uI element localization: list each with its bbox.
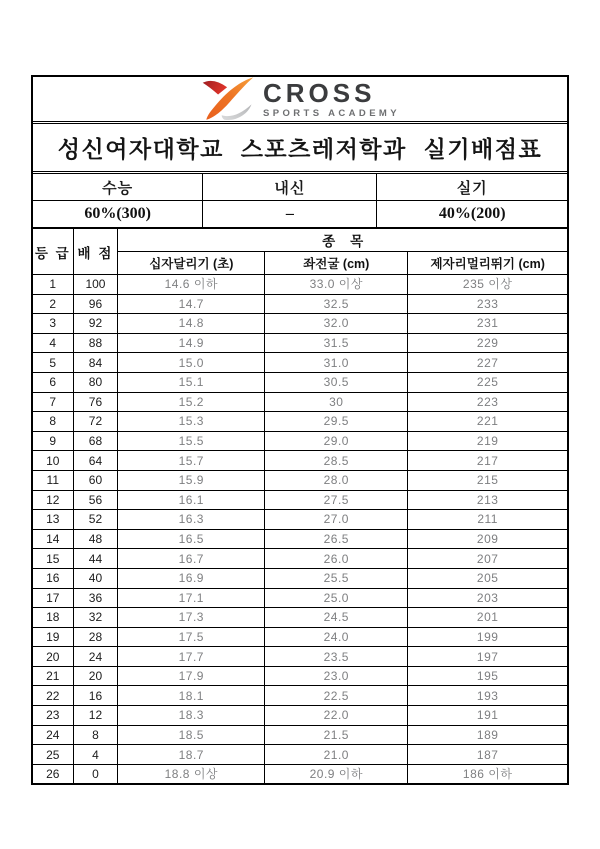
table-row [33,666,567,686]
sit-reach-cell: 23.5 [265,647,408,667]
page-title: 성신여자대학교 스포츠레저학과 실기배점표 [33,124,567,174]
points-cell: 84 [73,353,118,373]
sit-reach-cell: 21.5 [265,725,408,745]
standing-jump-cell: 227 [408,353,567,373]
table-row [33,431,567,451]
table-row [33,608,567,628]
grade-cell: 16 [33,568,73,588]
sit-reach-cell: 27.0 [265,510,408,530]
cross-run-cell: 17.7 [118,647,265,667]
points-cell: 60 [73,470,118,490]
grade-cell: 7 [33,392,73,412]
standing-jump-cell: 215 [408,470,567,490]
grade-cell: 5 [33,353,73,373]
table-row [33,490,567,510]
sit-reach-cell: 27.5 [265,490,408,510]
cross-run-cell: 18.3 [118,706,265,726]
grade-cell: 10 [33,451,73,471]
cross-run-cell: 18.7 [118,745,265,765]
points-cell: 80 [73,372,118,392]
standing-jump-cell: 231 [408,314,567,334]
grade-cell: 25 [33,745,73,765]
points-cell: 8 [73,725,118,745]
grade-cell: 15 [33,549,73,569]
ratio-header-row [33,174,567,201]
table-row [33,764,567,783]
points-cell: 40 [73,568,118,588]
points-cell: 52 [73,510,118,530]
cross-run-cell: 15.5 [118,431,265,451]
standing-jump-cell: 186 이하 [408,764,567,783]
standing-jump-cell: 209 [408,529,567,549]
standing-jump-cell: 199 [408,627,567,647]
column-header-sit-reach: 좌전굴 (cm) [265,252,408,275]
sit-reach-cell: 28.5 [265,451,408,471]
standing-jump-cell: 191 [408,706,567,726]
sit-reach-cell: 22.0 [265,706,408,726]
cross-run-cell: 17.9 [118,666,265,686]
column-header-cross-run: 십자달리기 (초) [118,252,265,275]
cross-run-cell: 18.1 [118,686,265,706]
table-row [33,353,567,373]
sit-reach-cell: 32.5 [265,294,408,314]
sit-reach-cell: 30 [265,392,408,412]
table-row [33,745,567,765]
cross-run-cell: 14.6 이하 [118,275,265,295]
points-cell: 88 [73,333,118,353]
cross-run-cell: 16.5 [118,529,265,549]
table-row [33,412,567,432]
grade-cell: 12 [33,490,73,510]
table-row [33,510,567,530]
grade-cell: 17 [33,588,73,608]
grade-cell: 13 [33,510,73,530]
table-row [33,647,567,667]
sit-reach-cell: 28.0 [265,470,408,490]
sit-reach-cell: 26.5 [265,529,408,549]
standing-jump-cell: 201 [408,608,567,628]
cross-run-cell: 16.9 [118,568,265,588]
grade-cell: 18 [33,608,73,628]
standing-jump-cell: 223 [408,392,567,412]
points-cell: 48 [73,529,118,549]
grade-cell: 3 [33,314,73,334]
standing-jump-cell: 235 이상 [408,275,567,295]
table-row [33,294,567,314]
points-cell: 36 [73,588,118,608]
standing-jump-cell: 205 [408,568,567,588]
table-row [33,372,567,392]
ratio-value-suneung: 60%(300) [33,201,203,228]
standing-jump-cell: 193 [408,686,567,706]
standing-jump-cell: 229 [408,333,567,353]
sit-reach-cell: 22.5 [265,686,408,706]
points-cell: 12 [73,706,118,726]
points-cell: 72 [73,412,118,432]
grade-cell: 6 [33,372,73,392]
table-row [33,470,567,490]
cross-run-cell: 14.8 [118,314,265,334]
standing-jump-cell: 211 [408,510,567,530]
table-row [33,588,567,608]
cross-run-cell: 16.1 [118,490,265,510]
table-row [33,392,567,412]
ratio-header-suneung: 수능 [33,174,203,201]
sit-reach-cell: 23.0 [265,666,408,686]
points-cell: 28 [73,627,118,647]
grade-cell: 23 [33,706,73,726]
cross-run-cell: 14.7 [118,294,265,314]
standing-jump-cell: 219 [408,431,567,451]
grade-cell: 22 [33,686,73,706]
points-cell: 92 [73,314,118,334]
points-cell: 32 [73,608,118,628]
cross-run-cell: 15.2 [118,392,265,412]
sit-reach-cell: 33.0 이상 [265,275,408,295]
table-row [33,549,567,569]
table-row [33,275,567,295]
column-header-points: 배 점 [73,229,118,275]
points-cell: 0 [73,764,118,783]
sit-reach-cell: 32.0 [265,314,408,334]
grade-cell: 4 [33,333,73,353]
sit-reach-cell: 30.5 [265,372,408,392]
ratio-header-silgi: 실기 [377,174,567,201]
table-row [33,725,567,745]
brand-subtitle: SPORTS ACADEMY [263,107,400,119]
cross-run-cell: 15.9 [118,470,265,490]
ratio-value-silgi: 40%(200) [377,201,567,228]
ratio-value-naesin: – [203,201,377,228]
score-table [33,229,567,783]
standing-jump-cell: 203 [408,588,567,608]
cross-run-cell: 17.3 [118,608,265,628]
points-cell: 4 [73,745,118,765]
standing-jump-cell: 213 [408,490,567,510]
standing-jump-cell: 221 [408,412,567,432]
sit-reach-cell: 31.0 [265,353,408,373]
sit-reach-cell: 21.0 [265,745,408,765]
score-header-row-1 [33,229,567,252]
score-table-body [33,275,567,784]
grade-cell: 2 [33,294,73,314]
points-cell: 24 [73,647,118,667]
sit-reach-cell: 24.5 [265,608,408,628]
table-row [33,686,567,706]
sit-reach-cell: 29.5 [265,412,408,432]
grade-cell: 9 [33,431,73,451]
grade-cell: 11 [33,470,73,490]
cross-run-cell: 17.5 [118,627,265,647]
sit-reach-cell: 29.0 [265,431,408,451]
standing-jump-cell: 217 [408,451,567,471]
column-header-grade: 등 급 [33,229,73,275]
cross-run-cell: 15.7 [118,451,265,471]
cross-x-logo-icon [200,76,256,122]
points-cell: 44 [73,549,118,569]
cross-run-cell: 15.3 [118,412,265,432]
cross-run-cell: 15.1 [118,372,265,392]
column-header-events: 종 목 [118,229,567,252]
points-cell: 100 [73,275,118,295]
standing-jump-cell: 207 [408,549,567,569]
sit-reach-cell: 25.0 [265,588,408,608]
grade-cell: 26 [33,764,73,783]
grade-cell: 19 [33,627,73,647]
points-cell: 20 [73,666,118,686]
points-cell: 64 [73,451,118,471]
cross-run-cell: 16.7 [118,549,265,569]
cross-run-cell: 17.1 [118,588,265,608]
cross-run-cell: 14.9 [118,333,265,353]
grade-cell: 8 [33,412,73,432]
table-row [33,314,567,334]
grade-cell: 20 [33,647,73,667]
table-row [33,333,567,353]
points-cell: 76 [73,392,118,412]
standing-jump-cell: 225 [408,372,567,392]
points-cell: 16 [73,686,118,706]
score-sheet [31,75,569,785]
points-cell: 96 [73,294,118,314]
cross-run-cell: 18.5 [118,725,265,745]
standing-jump-cell: 189 [408,725,567,745]
ratio-table [33,174,567,227]
brand-name: CROSS [263,77,376,108]
sit-reach-cell: 24.0 [265,627,408,647]
standing-jump-cell: 187 [408,745,567,765]
points-cell: 56 [73,490,118,510]
sit-reach-cell: 25.5 [265,568,408,588]
table-row [33,627,567,647]
standing-jump-cell: 233 [408,294,567,314]
grade-cell: 21 [33,666,73,686]
cross-run-cell: 18.8 이상 [118,764,265,783]
points-cell: 68 [73,431,118,451]
column-header-standing-jump: 제자리멀리뛰기 (cm) [408,252,567,275]
table-row [33,706,567,726]
logo-text [263,77,400,119]
grade-cell: 14 [33,529,73,549]
cross-run-cell: 16.3 [118,510,265,530]
ratio-value-row [33,201,567,228]
cross-run-cell: 15.0 [118,353,265,373]
sit-reach-cell: 26.0 [265,549,408,569]
logo-header [33,77,567,124]
standing-jump-cell: 195 [408,666,567,686]
table-row [33,529,567,549]
table-row [33,568,567,588]
sit-reach-cell: 20.9 이하 [265,764,408,783]
grade-cell: 1 [33,275,73,295]
ratio-header-naesin: 내신 [203,174,377,201]
grade-cell: 24 [33,725,73,745]
cross-logo [200,76,400,122]
table-row [33,451,567,471]
standing-jump-cell: 197 [408,647,567,667]
sit-reach-cell: 31.5 [265,333,408,353]
